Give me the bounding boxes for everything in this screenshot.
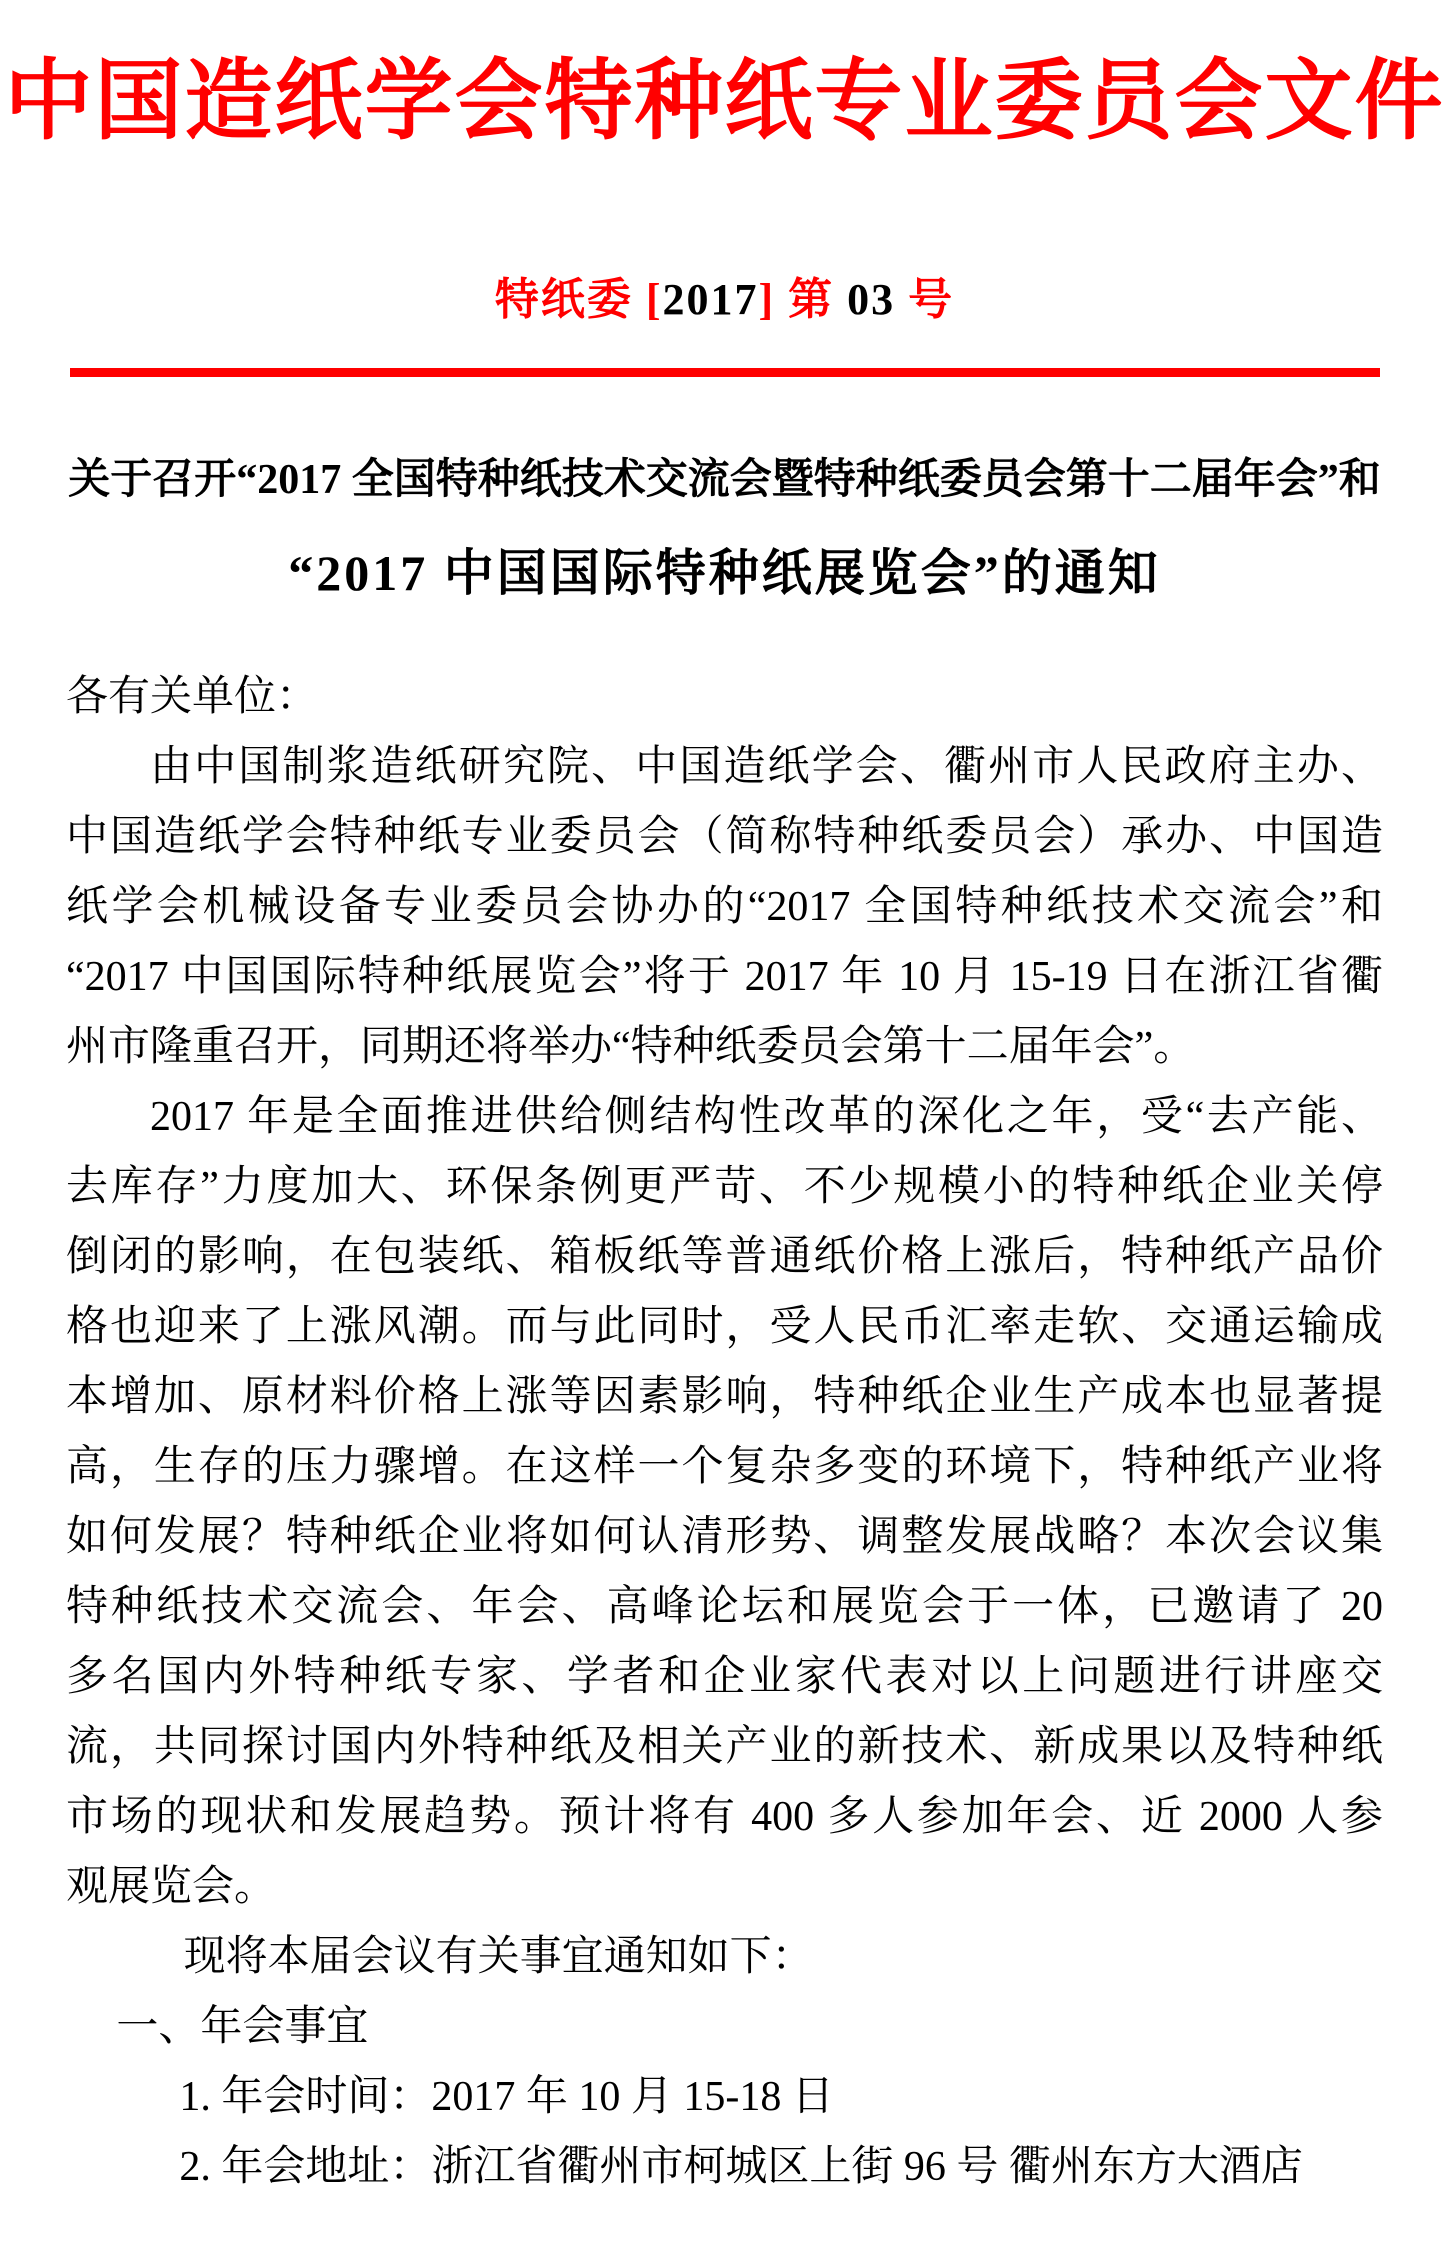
body-line: 一、年会事宜	[116, 2004, 369, 2050]
doc-number-segment: 特纸委 [	[494, 275, 663, 324]
body-line: 1. 年会时间：2017 年 10 月 15-18 日	[179, 2074, 834, 2120]
body-line: 州市隆重召开，同期还将举办“特种纸委员会第十二届年会”。	[66, 1024, 1196, 1070]
document-number	[0, 270, 1449, 330]
body-line: 市场的现状和发展趋势。预计将有 400 多人参加年会、近 2000 人参	[66, 1794, 1383, 1840]
doc-number-segment: 2017	[662, 275, 759, 324]
body-line: 如何发展？特种纸企业将如何认清形势、调整发展战略？本次会议集	[66, 1514, 1383, 1560]
body-line: 观展览会。	[66, 1864, 277, 1910]
body-line: 多名国内外特种纸专家、学者和企业家代表对以上问题进行讲座交	[66, 1654, 1383, 1700]
body-line: 高，生存的压力骤增。在这样一个复杂多变的环境下，特种纸产业将	[66, 1444, 1383, 1490]
body-line: 特种纸技术交流会、年会、高峰论坛和展览会于一体，已邀请了 20	[66, 1584, 1383, 1630]
subject-line-1: 关于召开“2017 全国特种纸技术交流会暨特种纸委员会第十二届年会”和	[68, 457, 1381, 503]
doc-number-segment: ] 第	[758, 275, 848, 324]
red-divider-line	[70, 368, 1380, 377]
body-line: 纸学会机械设备专业委员会协办的“2017 全国特种纸技术交流会”和	[66, 884, 1383, 930]
body-line: 由中国制浆造纸研究院、中国造纸学会、衢州市人民政府主办、	[150, 744, 1383, 790]
body-line: 现将本届会议有关事宜通知如下：	[183, 1934, 814, 1980]
body-line: 2017 年是全面推进供给侧结构性改革的深化之年，受“去产能、	[150, 1094, 1383, 1140]
body-line: 各有关单位：	[66, 674, 319, 720]
doc-number-segment: 号	[895, 275, 955, 324]
body-line: 格也迎来了上涨风潮。而与此同时，受人民币汇率走软、交通运输成	[66, 1304, 1383, 1350]
subject-line-2: “2017 中国国际特种纸展览会”的通知	[288, 545, 1161, 601]
body-line: 中国造纸学会特种纸专业委员会（简称特种纸委员会）承办、中国造	[66, 814, 1383, 860]
doc-number-segment: 03	[847, 275, 896, 324]
body-line: 2. 年会地址：浙江省衢州市柯城区上街 96 号 衢州东方大酒店	[179, 2144, 1303, 2190]
body-line: 倒闭的影响，在包装纸、箱板纸等普通纸价格上涨后，特种纸产品价	[66, 1234, 1383, 1280]
body-line: 本增加、原材料价格上涨等因素影响，特种纸企业生产成本也显著提	[66, 1374, 1383, 1420]
body-line: “2017 中国国际特种纸展览会”将于 2017 年 10 月 15-19 日在浙江省衢	[66, 954, 1383, 1000]
body-line: 流，共同探讨国内外特种纸及相关产业的新技术、新成果以及特种纸	[66, 1724, 1383, 1770]
body-text	[66, 662, 1383, 2202]
body-line: 去库存”力度加大、环保条例更严苛、不少规模小的特种纸企业关停	[66, 1164, 1383, 1210]
document-title: 中国造纸学会特种纸专业委员会文件	[4, 54, 1445, 151]
